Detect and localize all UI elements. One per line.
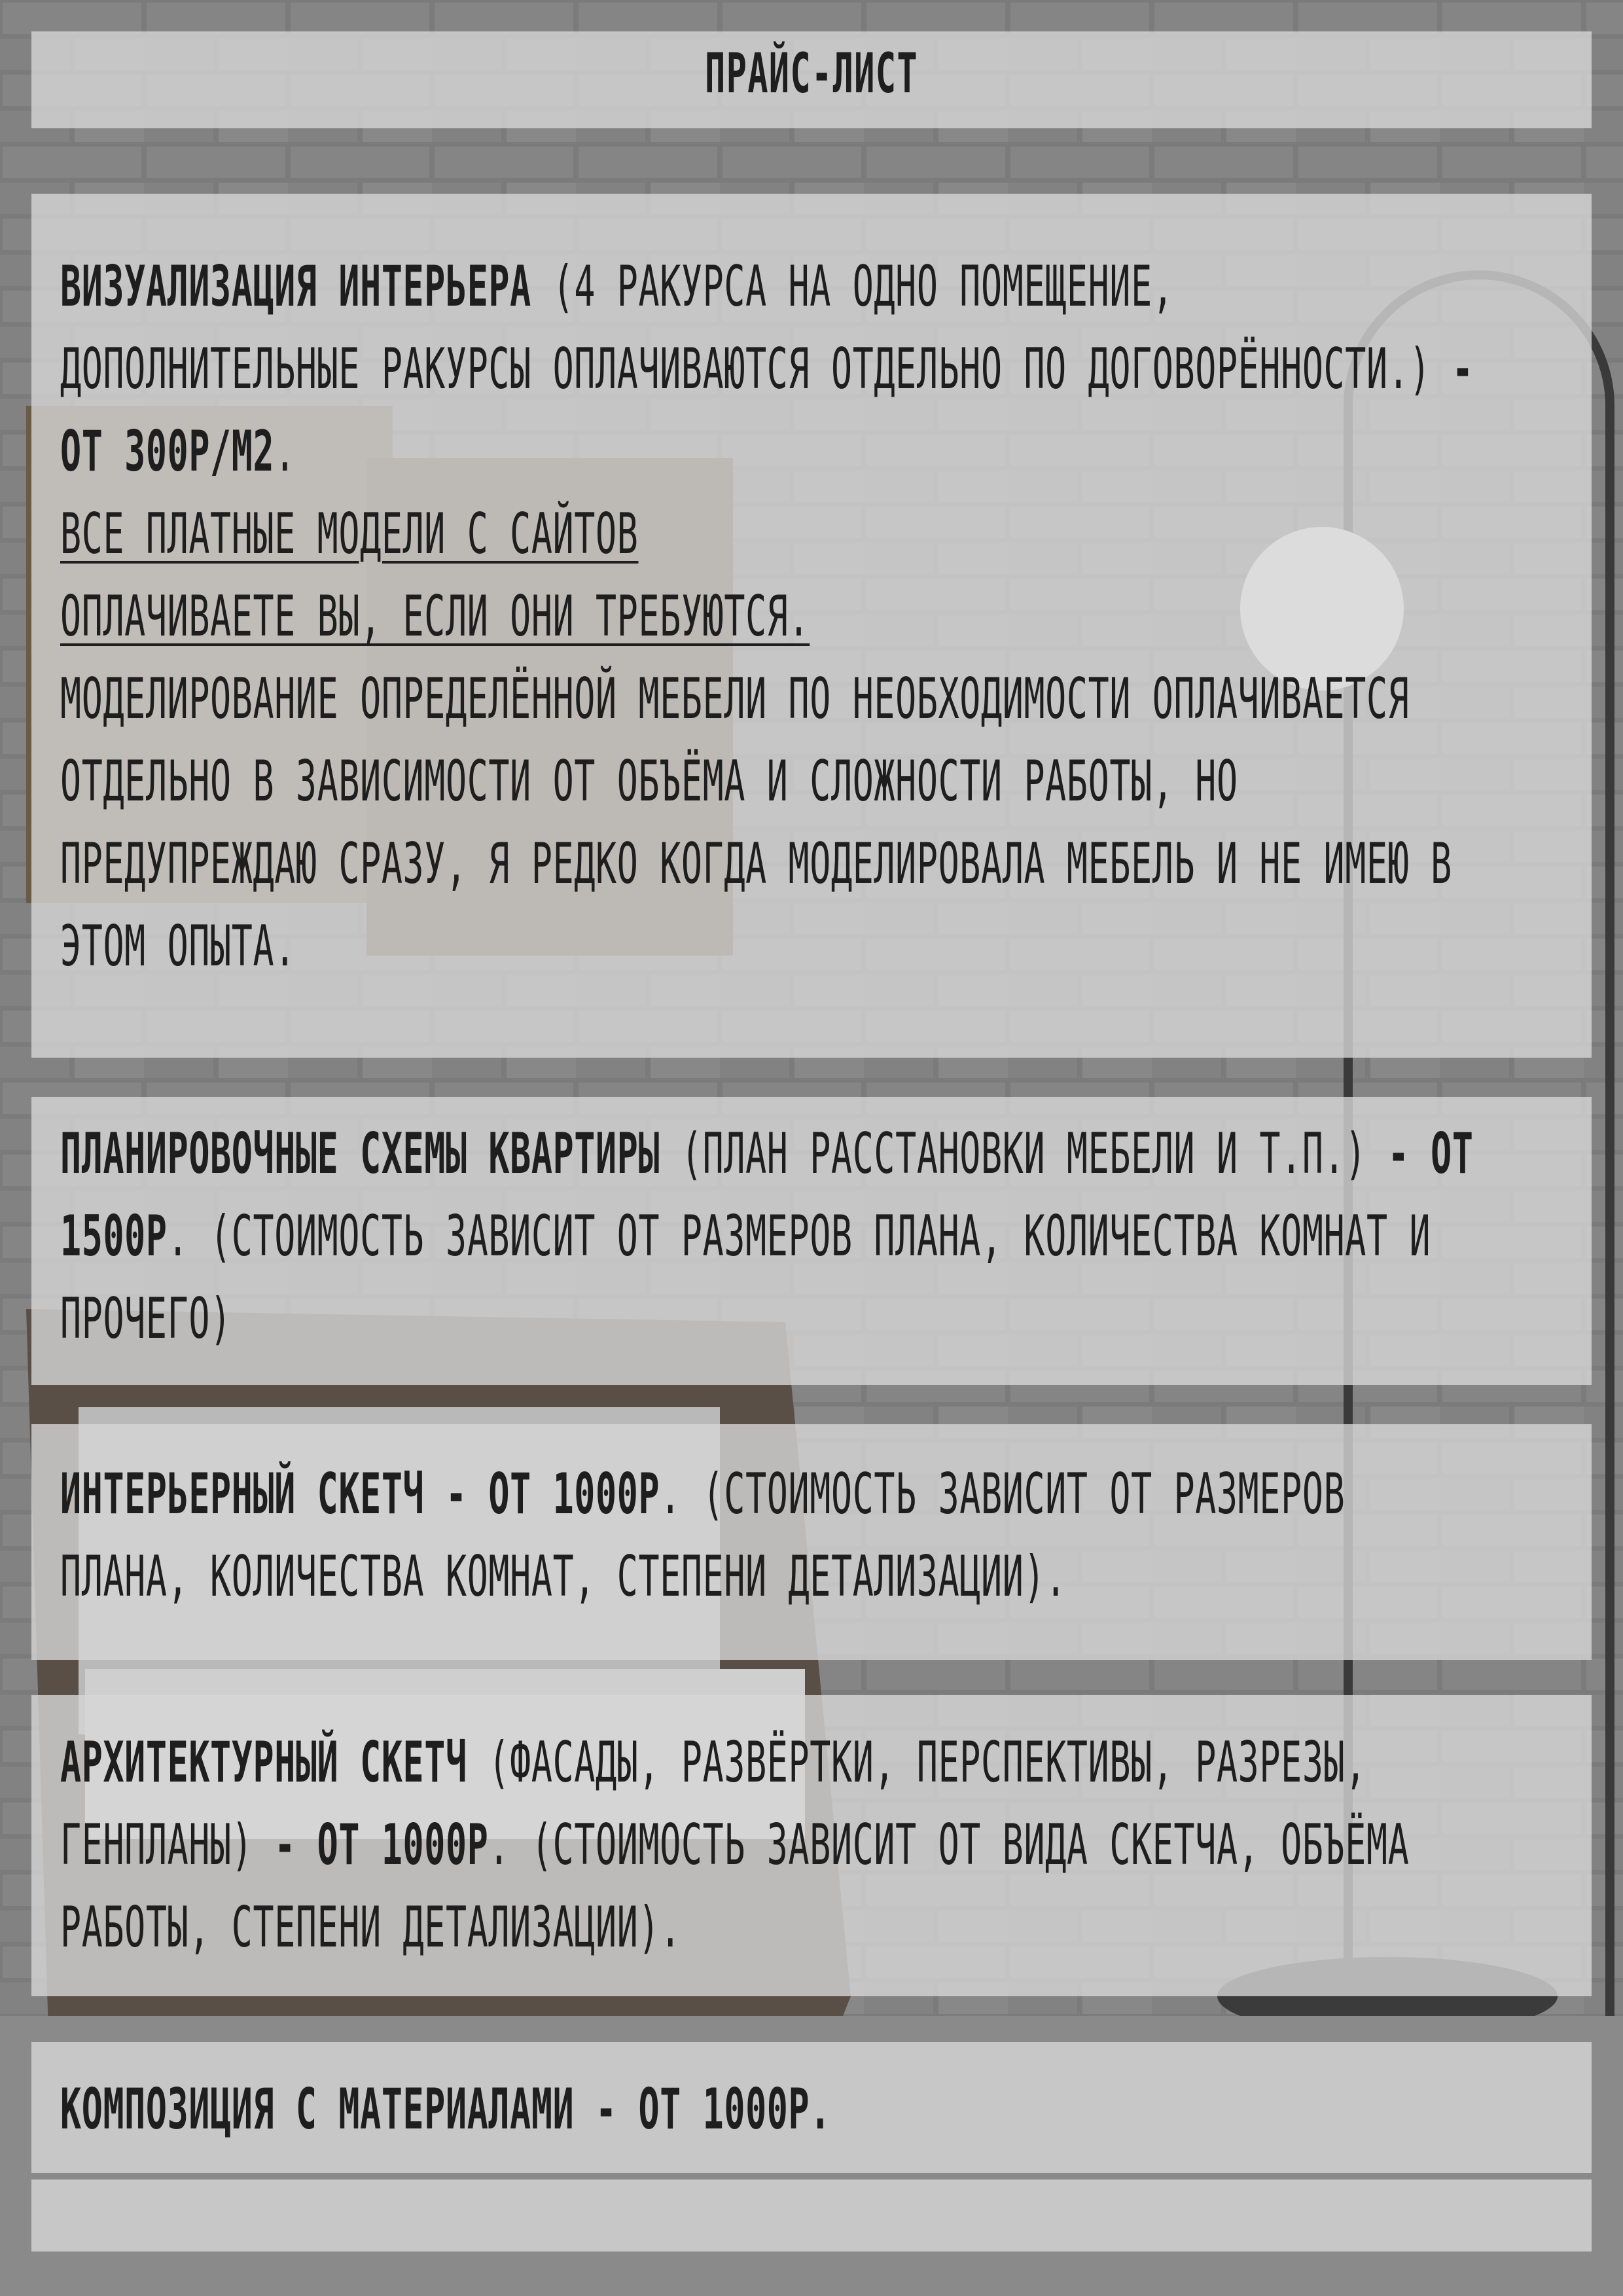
service-note: (ПЛАН РАССТАНОВКИ МЕБЕЛИ И Т.П.) — [660, 1121, 1388, 1187]
service-note: (4 РАКУРСА НА ОДНО ПОМЕЩЕНИЕ, ДОПОЛНИТЕЛЬНЫЕ РАКУРСЫ ОПЛАЧИВАЮТСЯ ОТДЕЛЬНО ПО ДОГОВОРЁННОСТИ.) — [60, 254, 1452, 402]
architectural-sketch-paragraph — [60, 1721, 1488, 1969]
composition-line: КОМПОЗИЦИЯ С МАТЕРИАЛАМИ - ОТ 1000Р. — [60, 2077, 831, 2142]
composition-section — [60, 2068, 1488, 2151]
service-name: АРХИТЕКТУРНЫЙ СКЕТЧ — [60, 1730, 467, 1795]
planning-paragraph — [60, 1113, 1488, 1360]
price-end: . — [274, 419, 296, 484]
service-price: - ОТ 300Р/М2 — [60, 336, 1474, 484]
service-tail: . (СТОИМОСТЬ ЗАВИСИТ ОТ РАЗМЕРОВ ПЛАНА, КОЛИЧЕСТВА КОМНАТ, СТЕПЕНИ ДЕТАЛИЗАЦИИ). — [60, 1462, 1346, 1609]
paid-models-note: ВСЕ ПЛАТНЫЕ МОДЕЛИ С САЙТОВ ОПЛАЧИВАЕТЕ ВЫ, ЕСЛИ ОНИ ТРЕБУЮТСЯ. — [60, 501, 810, 649]
bottom-band — [31, 2179, 1592, 2251]
modeling-note: МОДЕЛИРОВАНИЕ ОПРЕДЕЛЁННОЙ МЕБЕЛИ ПО НЕОБХОДИМОСТИ ОПЛАЧИВАЕТСЯ ОТДЕЛЬНО В ЗАВИСИМОСТИ ОТ ОБЪЁМА И СЛОЖНОСТИ РАБОТЫ, НО ПРЕДУПРЕЖДАЮ СРАЗУ, Я РЕДКО КОГДА МОДЕЛИРОВАЛА МЕБЕЛЬ И НЕ ИМЕЮ В ЭТОМ ОПЫТА. — [60, 666, 1452, 979]
service-price: - ОТ 1000Р — [274, 1812, 489, 1878]
service-name: ИНТЕРЬЕРНЫЙ СКЕТЧ - ОТ 1000Р — [60, 1462, 660, 1527]
service-price: - ОТ 1500Р — [60, 1121, 1474, 1269]
visualization-section — [60, 245, 1488, 988]
service-tail: . (СТОИМОСТЬ ЗАВИСИТ ОТ ВИДА СКЕТЧА, ОБЪЁМА РАБОТЫ, СТЕПЕНИ ДЕТАЛИЗАЦИИ). — [60, 1812, 1410, 1960]
service-name: ПЛАНИРОВОЧНЫЕ СХЕМЫ КВАРТИРЫ — [60, 1121, 660, 1187]
visualization-paragraph — [60, 245, 1488, 493]
service-note: (ФАСАДЫ, РАЗВЁРТКИ, ПЕРСПЕКТИВЫ, РАЗРЕЗЫ, ГЕНПЛАНЫ) — [60, 1730, 1367, 1878]
planning-section — [60, 1113, 1488, 1360]
interior-sketch-paragraph — [60, 1453, 1488, 1618]
service-name: ВИЗУАЛИЗАЦИЯ ИНТЕРЬЕРА — [60, 254, 531, 319]
interior-sketch-section — [60, 1453, 1488, 1618]
page-title: ПРАЙС-ЛИСТ — [705, 41, 918, 105]
architectural-sketch-section — [60, 1721, 1488, 1969]
service-tail: . (СТОИМОСТЬ ЗАВИСИТ ОТ РАЗМЕРОВ ПЛАНА, КОЛИЧЕСТВА КОМНАТ И ПРОЧЕГО) — [60, 1204, 1431, 1352]
